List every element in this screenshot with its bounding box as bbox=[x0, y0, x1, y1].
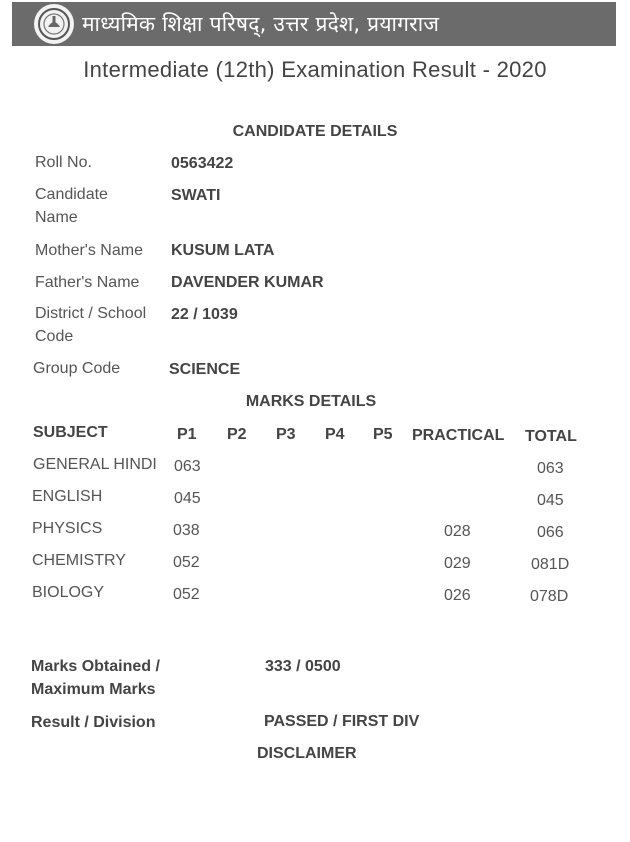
column-header-subject: SUBJECT bbox=[33, 424, 108, 441]
marks-obtained-label-line1: Marks Obtained / bbox=[31, 658, 160, 675]
column-header-p3: P3 bbox=[276, 426, 296, 443]
header-banner bbox=[12, 2, 616, 46]
group-code-value: SCIENCE bbox=[169, 361, 241, 378]
total-cell: 066 bbox=[537, 524, 564, 541]
result-division-label: Result / Division bbox=[31, 714, 156, 731]
board-emblem-icon bbox=[34, 4, 74, 44]
p1-cell: 052 bbox=[173, 554, 200, 571]
column-header-p2: P2 bbox=[227, 426, 247, 443]
board-name: माध्यमिक शिक्षा परिषद्, उत्तर प्रदेश, प्रयागराज bbox=[82, 12, 440, 36]
column-header-practical: PRACTICAL bbox=[412, 427, 505, 444]
subject-cell: ENGLISH bbox=[32, 488, 103, 505]
candidate-details-heading: CANDIDATE DETAILS bbox=[232, 123, 398, 140]
practical-cell: 029 bbox=[444, 555, 471, 572]
district-school-label-line1: District / School bbox=[35, 305, 147, 322]
mother-name-label: Mother's Name bbox=[35, 242, 143, 259]
subject-cell: GENERAL HINDI bbox=[33, 456, 157, 473]
candidate-name-label-line1: Candidate bbox=[35, 186, 108, 203]
father-name-label: Father's Name bbox=[35, 274, 140, 291]
p1-cell: 052 bbox=[173, 586, 200, 603]
marks-details-heading: MARKS DETAILS bbox=[245, 393, 377, 410]
p1-cell: 045 bbox=[174, 490, 201, 507]
column-header-p4: P4 bbox=[325, 426, 345, 443]
practical-cell: 026 bbox=[444, 587, 471, 604]
total-cell: 045 bbox=[537, 492, 564, 509]
disclaimer-heading: DISCLAIMER bbox=[257, 745, 357, 762]
father-name-value: DAVENDER KUMAR bbox=[171, 274, 324, 291]
marks-obtained-value: 333 / 0500 bbox=[265, 658, 341, 675]
roll-value: 0563422 bbox=[171, 155, 234, 172]
subject-cell: CHEMISTRY bbox=[32, 552, 126, 569]
exam-title: Intermediate (12th) Examination Result - 2020 bbox=[83, 57, 547, 82]
district-school-value: 22 / 1039 bbox=[171, 306, 238, 323]
subject-cell: BIOLOGY bbox=[32, 584, 105, 601]
district-school-label-line2: Code bbox=[35, 328, 74, 345]
candidate-name-label-line2: Name bbox=[35, 209, 78, 226]
candidate-name-value: SWATI bbox=[171, 187, 221, 204]
total-cell: 081D bbox=[531, 556, 570, 573]
result-division-value: PASSED / FIRST DIV bbox=[264, 713, 420, 730]
total-cell: 078D bbox=[530, 588, 569, 605]
subject-cell: PHYSICS bbox=[32, 520, 103, 537]
group-code-label: Group Code bbox=[33, 360, 121, 377]
marks-obtained-label-line2: Maximum Marks bbox=[31, 681, 156, 698]
total-cell: 063 bbox=[537, 460, 564, 477]
p1-cell: 038 bbox=[173, 522, 200, 539]
column-header-p5: P5 bbox=[373, 426, 393, 443]
column-header-p1: P1 bbox=[177, 426, 197, 443]
practical-cell: 028 bbox=[444, 523, 471, 540]
p1-cell: 063 bbox=[174, 458, 201, 475]
column-header-total: TOTAL bbox=[525, 428, 577, 445]
mother-name-value: KUSUM LATA bbox=[171, 242, 275, 259]
roll-label: Roll No. bbox=[35, 154, 92, 171]
